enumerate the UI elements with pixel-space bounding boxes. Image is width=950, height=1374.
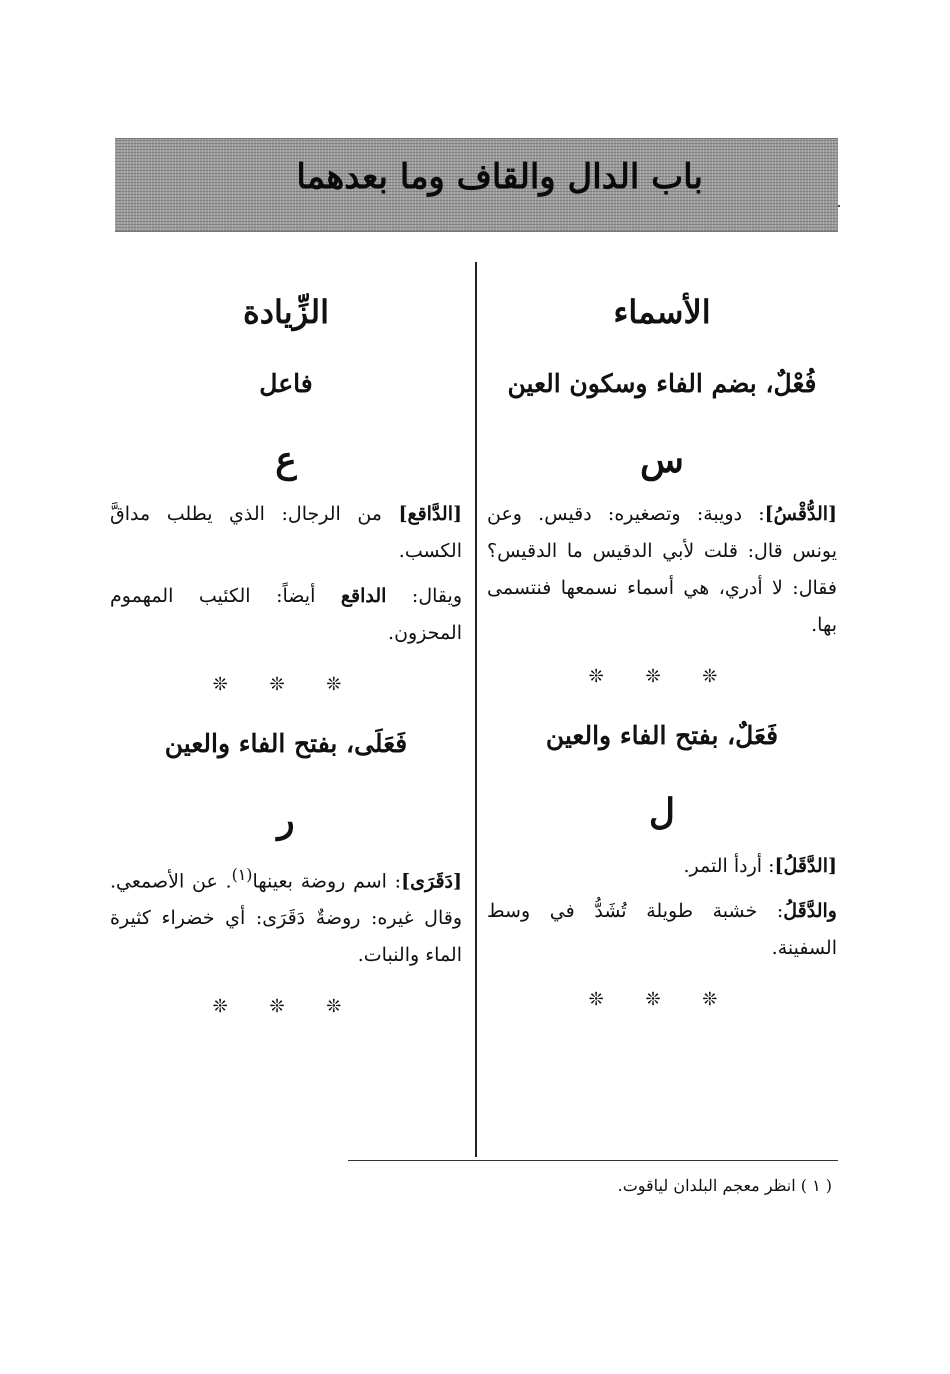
entry-text: : دويبة: وتصغيره: دقيس. وعن يونس قال: قلت لأبي الدقيس ما الدقيس؟ فقال: لا أدري، هي أسماء نسمعها فنتسمى بها. xyxy=(487,503,837,636)
letter-heading: ل xyxy=(648,791,676,833)
page-mark xyxy=(838,205,840,207)
section-separator: ❊ ❊ ❊ xyxy=(588,666,736,687)
entry-text: أيضاً: الكئيب المهموم المحزون. xyxy=(110,585,462,644)
footnote-reference[interactable]: (١) xyxy=(231,865,253,884)
dictionary-entry xyxy=(487,848,837,885)
pattern-heading: فُعْلٌ، بضم الفاء وسكون العين xyxy=(507,369,817,398)
section-separator: ❊ ❊ ❊ xyxy=(212,996,360,1018)
dictionary-entry xyxy=(110,578,462,652)
dictionary-entry xyxy=(487,496,837,644)
left-column xyxy=(110,280,462,1038)
pattern-heading: فَعَلٌ، بفتح الفاء والعين xyxy=(545,721,779,750)
section-separator: ❊ ❊ ❊ xyxy=(212,674,360,695)
section-heading-names: الأسماء xyxy=(613,293,711,331)
section-separator: ❊ ❊ ❊ xyxy=(588,989,736,1010)
entry-word: [الدَّاقع] xyxy=(398,503,462,525)
chapter-title-banner xyxy=(115,138,838,232)
dictionary-entry xyxy=(110,496,462,570)
chapter-title: باب الدال والقاف وما بعدهما xyxy=(296,157,703,197)
dictionary-entry xyxy=(110,856,462,974)
pattern-heading: فَعَلَى، بفتح الفاء والعين xyxy=(164,729,408,758)
letter-heading: س xyxy=(640,439,684,481)
entry-word: والدَّقَلُ xyxy=(783,900,837,922)
entry-word: [الدَّقَلُ] xyxy=(774,855,837,877)
entry-text: : أردأ التمر. xyxy=(683,855,775,877)
column-divider xyxy=(475,262,477,1157)
entry-text: : اسم روضة بعينها xyxy=(252,870,402,893)
entry-prefix: ويقال: xyxy=(386,585,462,607)
entry-text: : خشبة طويلة تُشَدُّ في وسط السفينة. xyxy=(487,900,837,959)
right-column xyxy=(487,280,837,1031)
letter-heading: ع xyxy=(275,439,297,481)
pattern-heading: فاعل xyxy=(259,369,313,398)
footnote-rule xyxy=(348,1160,838,1161)
entry-word: الداقع xyxy=(340,585,387,607)
letter-heading: ر xyxy=(277,799,295,841)
section-heading-additions: الزِّيادة xyxy=(243,293,329,331)
entry-word: [دَقَرَى] xyxy=(401,870,462,893)
entry-text: . عن الأصمعي. وقال غيره: روضةٌ دَقَرَى: أي خضراء كثيرة الماء والنبات. xyxy=(110,870,462,967)
entry-text: من الرجال: الذي يطلب مداقَّ الكسب. xyxy=(110,503,462,562)
footnote: ( ١ ) انظر معجم البلدان لياقوت. xyxy=(617,1176,832,1195)
entry-word: [الدُّقْسُ] xyxy=(764,503,837,525)
dictionary-entry xyxy=(487,893,837,967)
